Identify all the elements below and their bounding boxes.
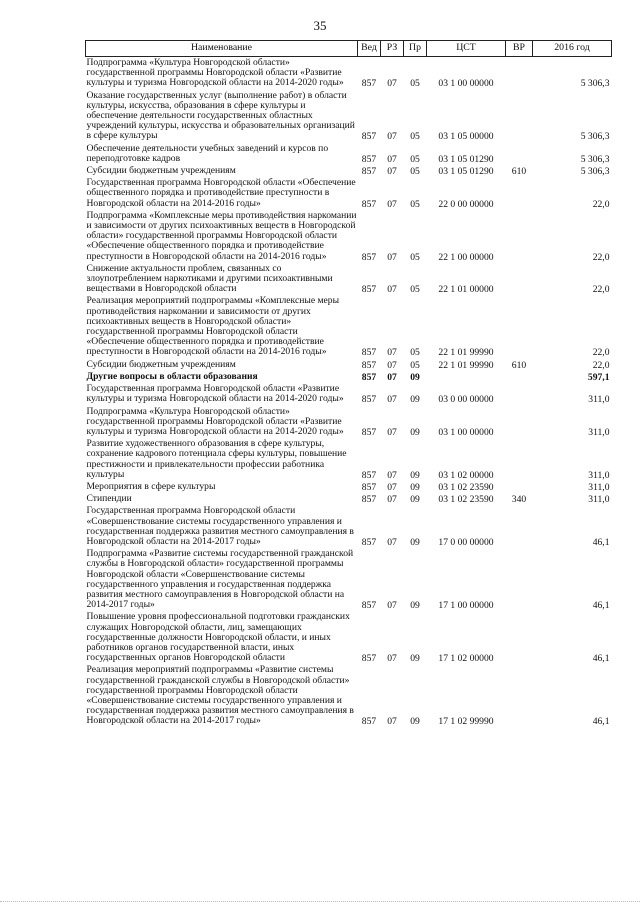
cell-cst: 22 1 00 00000 xyxy=(438,251,494,263)
cell-vr xyxy=(506,371,533,383)
cell-ved: 857 xyxy=(361,153,377,165)
cell-ved: 857 xyxy=(361,600,377,612)
cell-rz: 07 xyxy=(387,78,397,90)
cell-rz: 07 xyxy=(387,394,397,406)
column-header-name: Наименование xyxy=(86,41,358,57)
cell-cst: 22 1 01 99990 xyxy=(438,359,494,371)
cell-name: Реализация мероприятий подпрограммы «Комплексные меры противодействия наркомании и зависимости от других психоактивных веществ в Новгородской области» государственной программы Новгородской области «Обеспечение общественного порядка и противодействие преступности в Новгородской области на 2014-2016 годы» xyxy=(86,295,340,358)
cell-pr: 09 xyxy=(410,469,420,481)
table-row xyxy=(86,406,612,439)
cell-vr xyxy=(506,481,533,493)
cell-cst: 17 1 02 99990 xyxy=(438,716,494,728)
cell-amount: 22,0 xyxy=(592,347,610,359)
cell-vr xyxy=(506,295,533,358)
cell-ved: 857 xyxy=(361,166,377,178)
cell-cst: 03 1 02 23590 xyxy=(438,481,494,493)
cell-name: Государственная программа Новгородской области «Развитие культуры и туризма Новгородской области на 2014-2020 годы» xyxy=(86,383,344,405)
cell-ved: 857 xyxy=(361,78,377,90)
cell-vr xyxy=(506,143,533,165)
cell-name: Субсидии бюджетным учреждениям xyxy=(86,165,236,177)
cell-pr: 09 xyxy=(410,494,420,506)
cell-ved: 857 xyxy=(361,426,377,438)
cell-amount: 311,0 xyxy=(588,481,610,493)
cell-amount: 311,0 xyxy=(588,394,610,406)
table-row xyxy=(86,383,612,405)
column-header-pr: Пр xyxy=(404,41,427,57)
cell-vr xyxy=(506,664,533,727)
cell-name: Развитие художественного образования в сфере культуры, сохранение кадрового потенциала сферы культуры, повышение престижности и привлекательности профессии работника культуры xyxy=(86,438,347,480)
cell-vr xyxy=(506,406,533,439)
cell-vr: 610 xyxy=(511,359,527,371)
cell-amount: 5 306,3 xyxy=(580,166,610,178)
cell-name: Подпрограмма «Комплексные меры противодействия наркомании и зависимости от других психоактивных веществ в Новгородской области» государственной программы Новгородской области «Обеспечение общественного порядка и противодействие преступности в Новгородской области на 2014-2016 годы» xyxy=(86,209,357,262)
cell-cst: 03 1 00 00000 xyxy=(438,426,494,438)
cell-rz: 07 xyxy=(387,494,397,506)
cell-name: Обеспечение деятельности учебных заведений и курсов по переподготовке кадров xyxy=(86,142,329,164)
cell-ved: 857 xyxy=(361,481,377,493)
cell-cst: 03 0 00 00000 xyxy=(438,394,494,406)
cell-rz: 07 xyxy=(387,251,397,263)
cell-vr xyxy=(506,90,533,143)
cell-pr: 05 xyxy=(410,251,420,263)
table-row xyxy=(86,359,612,371)
table-row xyxy=(86,505,612,548)
cell-amount: 22,0 xyxy=(592,359,610,371)
column-header-ved: Вед xyxy=(358,41,381,57)
cell-vr xyxy=(506,505,533,548)
cell-amount: 5 306,3 xyxy=(580,78,610,90)
cell-cst: 03 1 02 00000 xyxy=(438,469,494,481)
cell-name: Стипендии xyxy=(86,493,132,505)
cell-cst: 17 1 00 00000 xyxy=(438,600,494,612)
cell-cst: 17 0 00 00000 xyxy=(438,536,494,548)
cell-rz: 07 xyxy=(387,426,397,438)
cell-vr xyxy=(506,383,533,405)
cell-pr: 05 xyxy=(410,166,420,178)
column-header-year: 2016 год xyxy=(533,41,612,57)
cell-amount: 46,1 xyxy=(592,536,610,548)
cell-ved: 857 xyxy=(361,469,377,481)
cell-rz: 07 xyxy=(387,198,397,210)
cell-pr: 05 xyxy=(410,284,420,296)
cell-amount: 5 306,3 xyxy=(580,131,610,143)
cell-amount: 5 306,3 xyxy=(580,153,610,165)
table-row xyxy=(86,263,612,296)
cell-name: Повышение уровня профессиональной подготовки гражданских служащих Новгородской области, лиц, замещающих государственные должности Новгородской области, и иных работников органов государственной власти, иных государственных органов Новгородской области xyxy=(86,611,350,664)
cell-pr: 09 xyxy=(410,600,420,612)
cell-name: Государственная программа Новгородской области «Обеспечение общественного порядка и противодействие преступности в Новгородской области на 2014-2016 годы» xyxy=(86,177,356,209)
cell-vr xyxy=(506,611,533,664)
column-header-rz: РЗ xyxy=(381,41,404,57)
cell-amount: 311,0 xyxy=(588,469,610,481)
cell-amount: 46,1 xyxy=(592,716,610,728)
cell-ved: 857 xyxy=(361,494,377,506)
cell-cst: 22 0 00 00000 xyxy=(438,198,494,210)
table-row xyxy=(86,371,612,383)
cell-rz: 07 xyxy=(387,284,397,296)
cell-pr: 05 xyxy=(410,153,420,165)
cell-pr: 09 xyxy=(410,716,420,728)
cell-cst: 17 1 02 00000 xyxy=(438,653,494,665)
cell-rz: 07 xyxy=(387,536,397,548)
cell-vr xyxy=(506,263,533,296)
table-body xyxy=(86,57,612,728)
cell-ved: 857 xyxy=(361,131,377,143)
cell-pr: 05 xyxy=(410,198,420,210)
table-row xyxy=(86,57,612,90)
cell-amount: 46,1 xyxy=(592,653,610,665)
table-row xyxy=(86,295,612,358)
cell-amount: 311,0 xyxy=(588,426,610,438)
cell-name: Субсидии бюджетным учреждениям xyxy=(86,358,236,370)
cell-pr: 09 xyxy=(410,426,420,438)
cell-name: Подпрограмма «Развитие системы государственной гражданской службы в Новгородской области» государственной программы Новгородской области «Совершенствование системы государственного управления и государственная поддержка развития местного самоуправления в Новгородской области на 2014-2017 годы» xyxy=(86,548,354,611)
cell-pr: 05 xyxy=(410,347,420,359)
cell-vr xyxy=(506,210,533,263)
cell-rz: 07 xyxy=(387,359,397,371)
cell-cst: 03 1 05 01290 xyxy=(438,166,494,178)
table-row xyxy=(86,481,612,493)
cell-ved: 857 xyxy=(361,536,377,548)
table-row xyxy=(86,611,612,664)
cell-rz: 07 xyxy=(387,481,397,493)
cell-ved: 857 xyxy=(361,198,377,210)
table-row xyxy=(86,90,612,143)
cell-rz: 07 xyxy=(387,166,397,178)
scan-edge-line xyxy=(0,899,640,902)
cell-rz: 07 xyxy=(387,131,397,143)
cell-rz: 07 xyxy=(387,153,397,165)
cell-rz: 07 xyxy=(387,469,397,481)
cell-pr: 09 xyxy=(410,536,420,548)
cell-name: Оказание государственных услуг (выполнение работ) в области культуры, искусства, образования в сфере культуры и обеспечение деятельности государственных областных учреждений культуры, искусства и образовательных организаций в сфере культуры xyxy=(86,89,355,142)
cell-pr: 05 xyxy=(410,78,420,90)
cell-ved: 857 xyxy=(361,284,377,296)
cell-pr: 05 xyxy=(410,131,420,143)
cell-rz: 07 xyxy=(387,347,397,359)
cell-ved: 857 xyxy=(361,653,377,665)
table-row xyxy=(86,664,612,727)
table-row xyxy=(86,548,612,611)
cell-pr: 09 xyxy=(410,371,420,383)
cell-ved: 857 xyxy=(361,716,377,728)
cell-vr xyxy=(506,438,533,481)
cell-ved: 857 xyxy=(361,394,377,406)
cell-cst: 03 1 00 00000 xyxy=(438,78,494,90)
cell-name: Другие вопросы в области образования xyxy=(86,370,258,382)
cell-pr: 09 xyxy=(410,653,420,665)
cell-pr: 09 xyxy=(410,481,420,493)
cell-amount: 311,0 xyxy=(588,494,610,506)
cell-ved: 857 xyxy=(361,371,377,383)
cell-name: Реализация мероприятий подпрограммы «Развитие системы государственной гражданской службы в Новгородской области» государственной программы Новгородской области «Совершенствование системы государственного управления и государственная поддержка развития местного самоуправления в Новгородской области на 2014-2017 годы» xyxy=(86,664,354,727)
cell-cst: 03 1 02 23590 xyxy=(438,494,494,506)
table-row xyxy=(86,438,612,481)
cell-amount: 22,0 xyxy=(592,284,610,296)
page-number: 35 xyxy=(313,18,327,33)
budget-table xyxy=(85,40,612,728)
cell-name: Подпрограмма «Культура Новгородской области» государственной программы Новгородской области «Развитие культуры и туризма Новгородской области на 2014-2020 годы» xyxy=(86,57,344,89)
column-header-vr: ВР xyxy=(506,41,533,57)
cell-name: Подпрограмма «Культура Новгородской области» государственной программы Новгородской области «Развитие культуры и туризма Новгородской области на 2014-2020 годы» xyxy=(86,405,344,437)
cell-rz: 07 xyxy=(387,600,397,612)
table-header-row xyxy=(86,41,612,57)
table-row xyxy=(86,493,612,505)
cell-vr: 610 xyxy=(511,166,527,178)
cell-ved: 857 xyxy=(361,359,377,371)
cell-amount: 597,1 xyxy=(587,371,610,383)
cell-rz: 07 xyxy=(387,653,397,665)
cell-vr xyxy=(506,57,533,90)
cell-name: Снижение актуальности проблем, связанных со злоупотреблением наркотиками и другими психоактивными веществами в Новгородской области xyxy=(86,262,333,295)
cell-amount: 46,1 xyxy=(592,600,610,612)
cell-amount: 22,0 xyxy=(592,251,610,263)
table-row xyxy=(86,177,612,210)
cell-cst: 03 1 05 01290 xyxy=(438,153,494,165)
cell-pr: 05 xyxy=(410,359,420,371)
column-header-cst: ЦСТ xyxy=(427,41,506,57)
cell-name: Мероприятия в сфере культуры xyxy=(86,480,216,492)
table-row xyxy=(86,143,612,165)
cell-cst: 03 1 05 00000 xyxy=(438,131,494,143)
cell-ved: 857 xyxy=(361,251,377,263)
cell-pr: 09 xyxy=(410,394,420,406)
cell-ved: 857 xyxy=(361,347,377,359)
cell-vr: 340 xyxy=(511,494,527,506)
cell-rz: 07 xyxy=(387,371,397,383)
cell-vr xyxy=(506,548,533,611)
cell-cst: 22 1 01 00000 xyxy=(438,284,494,296)
table-row xyxy=(86,165,612,177)
cell-amount: 22,0 xyxy=(592,198,610,210)
cell-rz: 07 xyxy=(387,716,397,728)
cell-name: Государственная программа Новгородской области «Совершенствование системы государственного управления и государственная поддержка развития местного самоуправления в Новгородской области на 2014-2017 годы» xyxy=(86,505,354,547)
table-row xyxy=(86,210,612,263)
cell-vr xyxy=(506,177,533,210)
cell-cst xyxy=(427,371,506,383)
cell-cst: 22 1 01 99990 xyxy=(438,347,494,359)
